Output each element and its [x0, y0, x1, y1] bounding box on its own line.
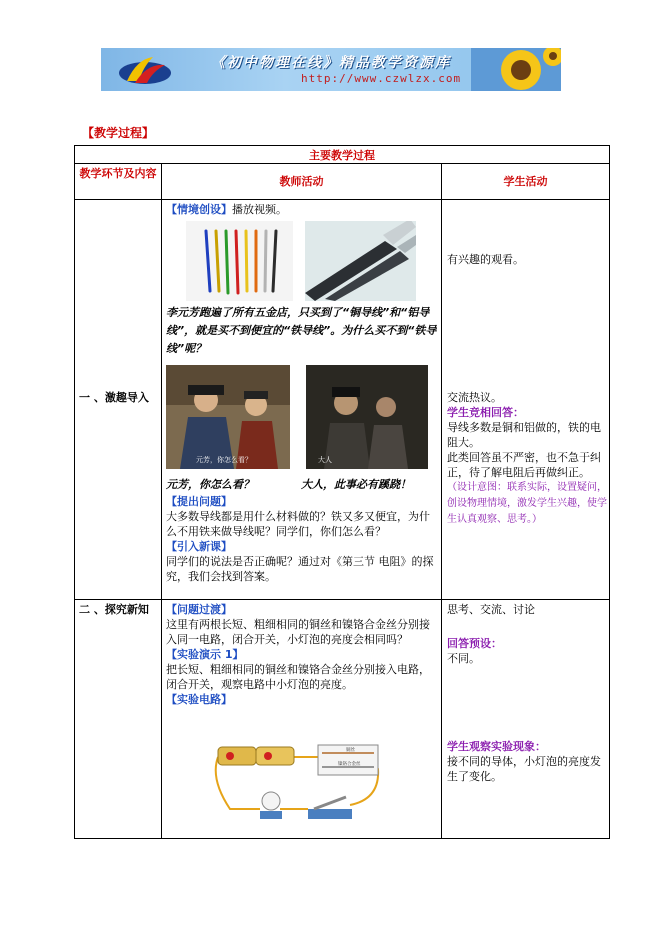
header-banner — [101, 48, 561, 91]
student-watch: 有兴趣的观看。 — [447, 253, 524, 266]
predict-text: 不同。 — [447, 652, 480, 665]
drama-still-left — [166, 365, 290, 469]
tag-introduce: 【引入新课】 — [166, 540, 232, 553]
screen-caption-left: 元芳，你怎么看？ — [196, 456, 252, 464]
story-text: 李元芳跑遍了所有五金店，只买到了“铜导线”和“铝导线”，就是买不到便宜的“铁导线”。为什么买不到“铁导线”呢？ — [166, 306, 437, 355]
circuit-diagram — [210, 739, 385, 823]
student-discuss: 交流热议。 — [447, 391, 502, 404]
tag-demo: 【实验演示 1】 — [166, 648, 244, 661]
tag-predict: 回答预设： — [447, 637, 502, 650]
screen-caption-right: 大人 — [318, 456, 332, 464]
subtitle-right: 大人，此事必有蹊跷！ — [301, 478, 411, 491]
tag-transition: 【问题过渡】 — [166, 603, 232, 616]
copper-wires-photo — [186, 221, 293, 301]
tag-raise-question: 【提出问题】 — [166, 495, 232, 508]
sunflower-icon — [471, 48, 561, 91]
row2-teacher — [166, 602, 438, 707]
col-header-teacher: 教师活动 — [279, 175, 324, 188]
site-logo-icon — [113, 53, 183, 87]
row2-stage: 二 、探究新知 — [79, 603, 149, 616]
student-answer: 导线多数是铜和铝做的，铁的电阻大。 — [447, 421, 601, 449]
col-header-student: 学生活动 — [503, 175, 548, 188]
section-heading: 【教学过程】 — [82, 126, 155, 140]
aluminum-cables-photo — [305, 221, 416, 301]
row1-teacher-lower — [166, 494, 438, 584]
transition-text: 这里有两根长短、粗细相同的铜丝和镍铬合金丝分别接入同一电路，闭合开关，小灯泡的亮度会相同吗？ — [166, 618, 430, 646]
table-caption: 主要教学过程 — [309, 149, 375, 162]
student-observe — [447, 739, 607, 784]
student-row1-lower — [447, 390, 607, 528]
student-row2 — [447, 602, 607, 666]
demo-text: 把长短、粗细相同的铜丝和镍铬合金丝分别接入电路，闭合开关，观察电路中小灯泡的亮度。 — [166, 663, 430, 691]
row1-stage: 一 、激趣导入 — [79, 391, 149, 404]
col-header-stage — [75, 166, 161, 181]
row1-teacher — [166, 202, 438, 217]
tag-observe: 学生观察实验现象： — [447, 740, 546, 753]
banner-url[interactable]: http://www.czwlzx.com — [301, 72, 462, 85]
col-header-stage-text: 教学环节及内容 — [79, 167, 157, 180]
teacher-note: 此类回答虽不严密，也不急于纠正，待了解电阻后再做纠正。 — [447, 451, 601, 479]
design-intent: （设计意图：联系实际，设置疑问，创设物理情境，激发学生兴趣，使学生认真观察、思考。） — [447, 482, 607, 525]
tag-scenario: 【情境创设】 — [166, 203, 232, 216]
diagram-label-copper: 铜丝 — [346, 748, 355, 753]
banner-title: 《初中物理在线》精品教学资源库 — [211, 55, 451, 71]
raise-question-text: 大多数导线都是用什么材料做的？铁又多又便宜，为什么不用铁来做导线呢？同学们，你们怎么看？ — [166, 510, 430, 538]
introduce-text: 同学们的说法是否正确呢？通过对《第三节 电阻》的探究，我们会找到答案。 — [166, 555, 434, 583]
student-think: 思考、交流、讨论 — [447, 603, 535, 616]
subtitle-left: 元芳，你怎么看？ — [166, 478, 254, 491]
tag-student-answer: 学生竞相回答： — [447, 406, 524, 419]
diagram-label-nichrome: 镍铬合金丝 — [338, 762, 361, 767]
teaching-process-table — [74, 145, 610, 839]
drama-still-right — [306, 365, 428, 469]
tag-circuit: 【实验电路】 — [166, 693, 232, 706]
scenario-text: 播放视频。 — [232, 203, 287, 216]
observe-text: 接不同的导体，小灯泡的亮度发生了变化。 — [447, 755, 601, 783]
